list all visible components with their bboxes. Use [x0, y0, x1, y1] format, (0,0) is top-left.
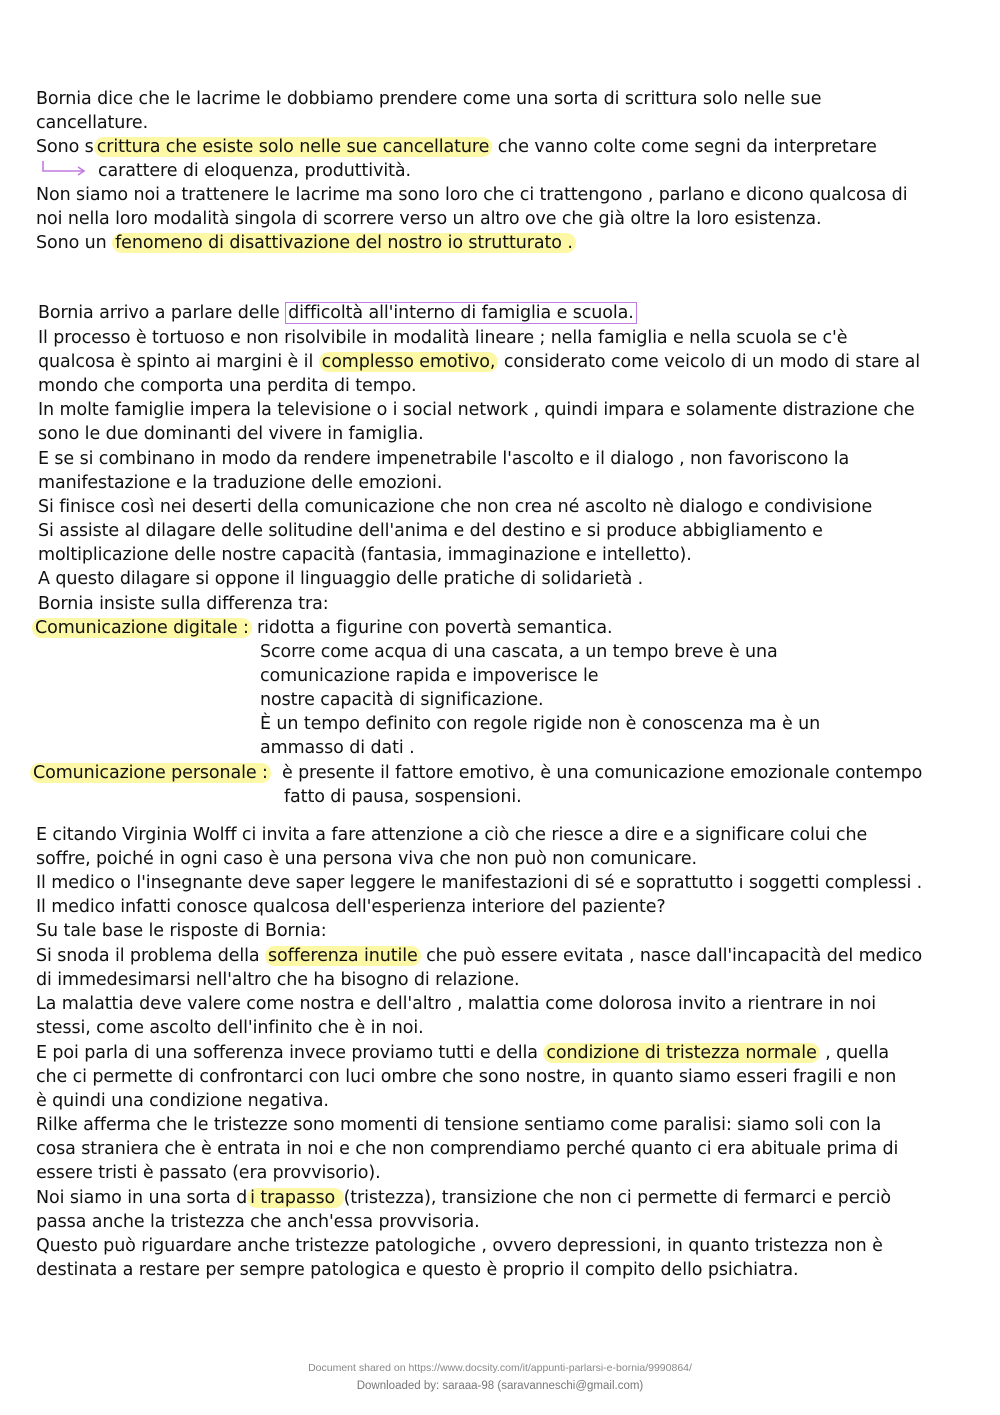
text-line: [38, 301, 637, 325]
text-line: cosa straniera che è entrata in noi e che non comprendiamo perché quanto ci era abituale prima di: [36, 1139, 899, 1159]
text-line: passa anche la tristezza che anch'essa provvisoria.: [36, 1212, 480, 1232]
text-line: Si finisce così nei deserti della comunicazione che non crea né ascolto nè dialogo e condivisione: [38, 497, 873, 517]
text-line: destinata a restare per sempre patologica e questo è proprio il compito dello psichiatra.: [36, 1260, 799, 1280]
definition-line: È un tempo definito con regole rigide non è conoscenza ma è un: [260, 714, 821, 734]
text-line: E se si combinano in modo da rendere impenetrabile l'ascolto e il dialogo , non favoriscono la: [38, 449, 850, 469]
text-line: [36, 944, 922, 968]
text-line: soffre, poiché in ogni caso è una persona viva che non può non comunicare.: [36, 849, 698, 869]
text-line: cancellature.: [36, 113, 149, 133]
boxed-phrase: difficoltà all'interno di famiglia e scuola.: [285, 302, 637, 324]
text-run: Sono un: [36, 233, 113, 253]
text-line: di immedesimarsi nell'altro che ha bisogno di relazione.: [36, 970, 520, 990]
definition-line: ammasso di dati .: [260, 738, 415, 758]
text-line: [36, 1041, 889, 1065]
text-line: Il medico infatti conosce qualcosa dell'esperienza interiore del paziente?: [36, 897, 666, 917]
text-run: (tristezza), transizione che non ci permette di fermarci e perciò: [343, 1188, 891, 1208]
text-run: Si snoda il problema della: [36, 946, 266, 966]
text-line: Bornia insiste sulla differenza tra:: [38, 594, 329, 614]
text-run: E poi parla di una sofferenza invece proviamo tutti e della: [36, 1043, 544, 1063]
text-line: Su tale base le risposte di Bornia:: [36, 921, 327, 941]
text-line: è quindi una condizione negativa.: [36, 1091, 329, 1111]
downloaded-by-text: Downloaded by: saraaa-98 (saravanneschi@gmail.com): [356, 1380, 644, 1392]
definition-line: è presente il fattore emotivo, è una comunicazione emozionale contempo: [282, 763, 923, 783]
definition-line: ridotta a figurine con povertà semantica.: [257, 618, 613, 638]
text-line: che ci permette di confrontarci con luci ombre che sono nostre, in quanto siamo esseri fragili e non: [36, 1067, 897, 1087]
text-line: E citando Virginia Wolff ci invita a fare attenzione a ciò che riesce a dire e a significare colui che: [36, 825, 868, 845]
text-run: Noi siamo in una sorta d: [36, 1188, 248, 1208]
text-line: essere tristi è passato (era provvisorio).: [36, 1163, 381, 1183]
text-line: Il medico o l'insegnante deve saper leggere le manifestazioni di sé e soprattutto i soggetti complessi .: [36, 873, 923, 893]
text-line: stessi, come ascolto dell'infinito che è in noi.: [36, 1018, 424, 1038]
arrow-right-icon: [41, 160, 87, 178]
highlighted-phrase: crittura che esiste solo nelle sue cancellature: [94, 137, 493, 157]
text-run: , quella: [819, 1043, 889, 1063]
text-line: Bornia dice che le lacrime le dobbiamo prendere come una sorta di scrittura solo nelle sue: [36, 89, 822, 109]
text-line: Si assiste al dilagare delle solitudine dell'anima e del destino e si produce abbigliamento e: [38, 521, 823, 541]
definition-line: nostre capacità di significazione.: [260, 690, 544, 710]
highlighted-phrase: fenomeno di disattivazione del nostro io strutturato .: [112, 233, 576, 253]
text-line: moltiplicazione delle nostre capacità (fantasia, immaginazione e intelletto).: [38, 545, 692, 565]
text-line: Questo può riguardare anche tristezze patologiche , ovvero depressioni, in quanto tristezza non è: [36, 1236, 883, 1256]
text-run: Bornia arrivo a parlare delle: [38, 303, 286, 323]
definition-line: comunicazione rapida e impoverisce le: [260, 666, 599, 686]
highlighted-term: Comunicazione personale :: [30, 763, 271, 783]
text-line: [36, 135, 877, 159]
text-line: Il processo è tortuoso e non risolvibile in modalità lineare ; nella famiglia e nella scuola se c'è: [38, 328, 848, 348]
highlighted-phrase: complesso emotivo,: [319, 352, 499, 372]
text-line: [36, 1186, 891, 1210]
definition-term: [32, 616, 252, 640]
text-line: mondo che comporta una perdita di tempo.: [38, 376, 417, 396]
definition-line: fatto di pausa, sospensioni.: [284, 787, 522, 807]
text-run: qualcosa è spinto ai margini è il: [38, 352, 319, 372]
text-run: che può essere evitata , nasce dall'incapacità del medico: [420, 946, 923, 966]
highlighted-phrase: sofferenza inutile: [265, 946, 421, 966]
text-line: manifestazione e la traduzione delle emozioni.: [38, 473, 443, 493]
text-line: [36, 231, 576, 255]
text-line: A questo dilagare si oppone il linguaggio delle pratiche di solidarietà .: [38, 569, 644, 589]
definition-line: Scorre come acqua di una cascata, a un tempo breve è una: [260, 642, 778, 662]
text-line: Rilke afferma che le tristezze sono momenti di tensione sentiamo come paralisi: siamo soli con la: [36, 1115, 882, 1135]
shared-source-link[interactable]: Document shared on https://www.docsity.com/it/appunti-parlarsi-e-bornia/9990864/: [308, 1362, 692, 1374]
highlighted-phrase: i trapasso: [247, 1188, 343, 1208]
text-run: Sono s: [36, 137, 94, 157]
highlighted-phrase: condizione di tristezza normale: [543, 1043, 819, 1063]
text-run: considerato come veicolo di un modo di stare al: [498, 352, 920, 372]
highlighted-term: Comunicazione digitale :: [32, 618, 252, 638]
text-line: La malattia deve valere come nostra e dell'altro , malattia come dolorosa invito a rientrare in noi: [36, 994, 876, 1014]
text-line: sono le due dominanti del vivere in famiglia.: [38, 424, 424, 444]
definition-term: [30, 761, 271, 785]
text-line: noi nella loro modalità singola di scorrere verso un altro ove che già oltre la loro esistenza.: [36, 209, 822, 229]
text-line: In molte famiglie impera la televisione o i social network , quindi impara e solamente distrazione che: [38, 400, 915, 420]
text-line: [38, 350, 920, 374]
text-line: carattere di eloquenza, produttività.: [98, 161, 411, 181]
text-line: Non siamo noi a trattenere le lacrime ma sono loro che ci trattengono , parlano e dicono qualcosa di: [36, 185, 908, 205]
text-run: che vanno colte come segni da interpretare: [492, 137, 877, 157]
